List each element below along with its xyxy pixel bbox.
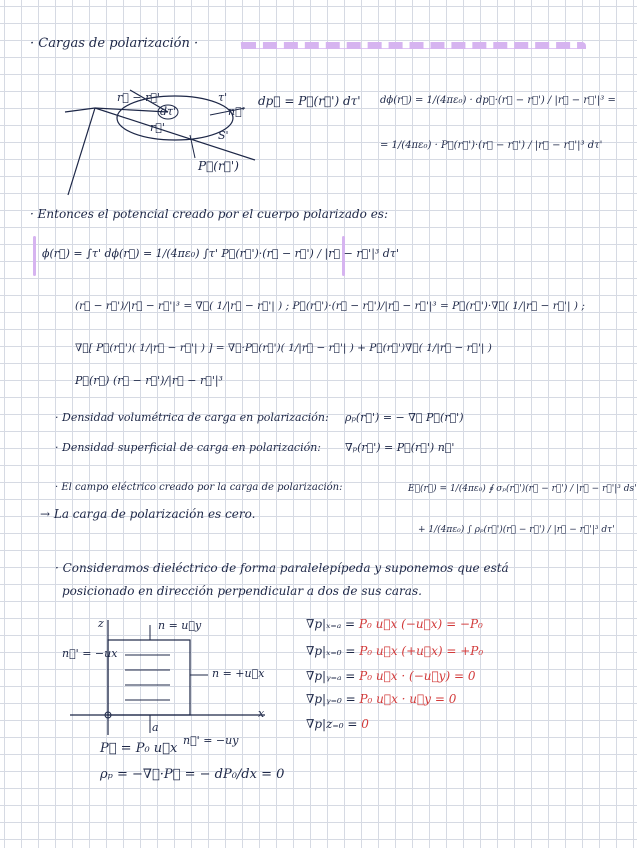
fig-label-rp: r⃗' [150,121,165,134]
polarization-equation: P⃗ = P₀ u⃗x [100,741,178,756]
top-normal-label: n = u⃗y [158,619,202,632]
eq-row: ∇p|ᵧ₌₀ = P₀ u⃗x · u⃗y = 0 [306,692,457,706]
dielectric-text-1: · Consideramos dieléctrico de forma paralelepípeda y suponemos que está [55,561,509,575]
fig-label-P: P⃗(r⃗') [198,159,239,173]
volume-density-result: ρₚ = −∇⃗·P⃗ = − dP₀/dx = 0 [100,767,285,782]
identity-3: P⃗(r⃗) (r⃗ − r⃗')/|r⃗ − r⃗'|³ [75,374,223,387]
fig-label-r-minus-rp: r⃗ − r⃗' [117,91,160,104]
body-figure [60,80,260,200]
potential-equation: ϕ(r⃗) = ∫τ' dϕ(r⃗) = 1/(4πε₀) ∫τ' P⃗(r⃗')·(r⃗ − r⃗') / |r⃗ − r⃗'|³ dτ' [42,247,399,260]
field-text: · El campo eléctrico creado por la carga de polarización: [55,482,343,493]
left-normal-label: n⃗' = −ux [62,647,118,660]
identity-1: (r⃗ − r⃗')/|r⃗ − r⃗'|³ = ∇⃗( 1/|r⃗ − r⃗'| ) ; P⃗(r⃗')·(r⃗ − r⃗')/|r⃗ − r⃗'|³ = P⃗(r⃗')·∇⃗( 1/|r⃗ − r⃗'| ) ; [75,300,585,312]
potential-intro: · Entonces el potencial creado por el cuerpo polarizado es: [30,207,388,221]
highlight-stroke [238,42,586,56]
fig-label-tau: τ' [218,91,228,104]
dielectric-text-2: posicionado en dirección perpendicular a dos de sus caras. [62,584,422,598]
surface-density-eq: ∇ₚ(r⃗') = P⃗(r⃗') n⃗' [345,441,455,454]
fig-label-n: n⃗' [228,105,245,118]
axis-x-label: x [258,707,265,720]
field-eq-2: + 1/(4πε₀) ∫ ρₚ(r⃗')(r⃗ − r⃗') / |r⃗ − r⃗'|³ dτ' [418,525,615,535]
eq-row: ∇p|z₌₀ = 0 [306,717,369,731]
dphi-equation: dϕ(r⃗) = 1/(4πε₀) · dp⃗·(r⃗ − r⃗') / |r⃗ − r⃗'|³ = [380,95,616,106]
conclusion-text: → La carga de polarización es cero. [40,507,256,521]
volume-density-eq: ρₚ(r⃗') = − ∇⃗ P⃗(r⃗') [345,411,464,424]
eq-row: ∇p|ₓ₌₀ = P₀ u⃗x (+u⃗x) = +P₀ [306,644,484,658]
fig-label-dtau: dτ' [160,105,177,118]
axis-z-label: z [98,617,104,630]
identity-2: ∇⃗[ P⃗(r⃗')( 1/|r⃗ − r⃗'| ) ] = ∇⃗·P⃗(r⃗')( 1/|r⃗ − r⃗'| ) + P⃗(r⃗')∇⃗( 1/|r⃗ − r⃗'| ) [75,342,492,354]
dp-equation: dp⃗ = P⃗(r⃗') dτ' [258,94,361,108]
right-normal-label: n = +u⃗x [212,667,265,680]
eq-row: ∇p|ₓ₌ₐ = P₀ u⃗x (−u⃗x) = −P₀ [306,617,483,631]
volume-density-text: · Densidad volumétrica de carga en polarización: [55,411,329,424]
fig-label-S: S' [218,129,229,142]
surface-density-text: · Densidad superficial de carga en polarización: [55,441,322,454]
bottom-normal-label: n⃗' = −uy [183,734,239,747]
section-heading: · Cargas de polarización · [30,36,199,51]
field-eq-1: E⃗(r⃗) = 1/(4πε₀) ∮ σₚ(r⃗')(r⃗ − r⃗') / |r⃗ − r⃗'|³ ds' [408,484,637,494]
eq-row: ∇p|ᵧ₌ₐ = P₀ u⃗x · (−u⃗y) = 0 [306,669,476,683]
bracket-left [33,236,36,276]
width-a-label: a [152,721,159,734]
dphi-equation-2: = 1/(4πε₀) · P⃗(r⃗')·(r⃗ − r⃗') / |r⃗ − r⃗'|³ dτ' [380,140,603,151]
